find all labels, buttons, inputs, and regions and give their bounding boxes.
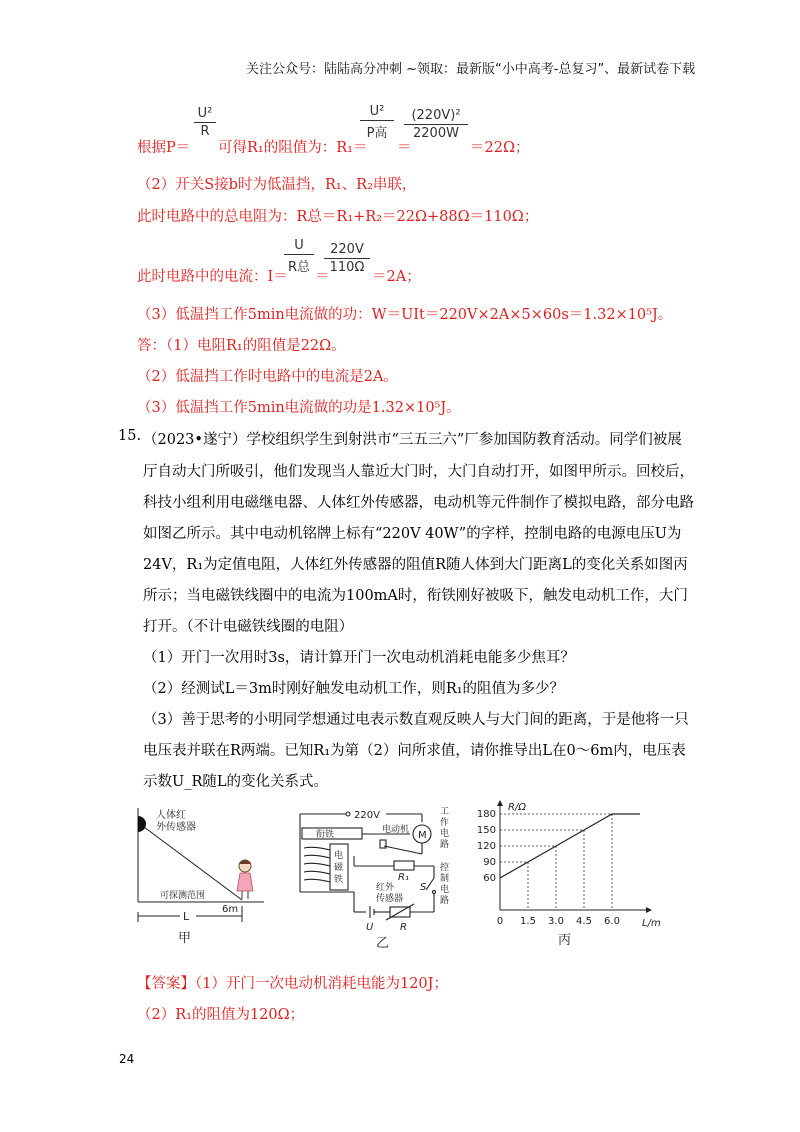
question-line-2: 厅自动大门所吸引，他们发现当人靠近大门时，大门自动打开，如图甲所示。回校后， bbox=[143, 464, 694, 480]
solution-line-1-mid: 可得R₁的阻值为：R₁＝ bbox=[218, 140, 368, 156]
sensor-label-2: 外传感器 bbox=[156, 822, 196, 833]
y-tick-label: 60 bbox=[483, 873, 496, 884]
fraction-denominator: R总 bbox=[287, 260, 311, 275]
fraction-bar bbox=[404, 124, 468, 125]
solution-line-4-result: ＝2A； bbox=[372, 269, 421, 285]
fraction-220v-over-110ohm bbox=[324, 242, 370, 275]
y-tick-label: 120 bbox=[476, 841, 496, 852]
armature-label: 衔铁 bbox=[316, 830, 335, 840]
L-label: L bbox=[183, 910, 190, 923]
control-circuit-label-4: 路 bbox=[440, 896, 450, 906]
caption-yi: 乙 bbox=[376, 936, 390, 951]
solution-line-4-prefix: 此时电路中的电流：I＝ bbox=[137, 269, 288, 285]
page-header: 关注公众号：陆陆高分冲刺 ~领取：最新版“小中高考-总复习”、最新试卷下载 bbox=[246, 62, 696, 77]
ir-sensor-label-1: 红外 bbox=[376, 883, 395, 893]
fraction-numerator: 220V bbox=[330, 242, 364, 257]
figure-jia bbox=[134, 806, 270, 946]
fraction-bar bbox=[360, 120, 394, 121]
control-circuit-label-2: 制 bbox=[440, 874, 450, 884]
caption-jia: 甲 bbox=[178, 931, 192, 946]
x-axis-arrow-icon bbox=[646, 907, 652, 913]
sensor-label-1: 人体红 bbox=[156, 810, 186, 821]
figure-bing-chart bbox=[476, 800, 661, 948]
solution-line-3: 此时电路中的总电阻为：R总＝R₁+R₂＝22Ω+88Ω＝110Ω； bbox=[137, 209, 539, 225]
question-line-1: （2023•遂宁）学校组织学生到射洪市“三五三六”厂参加国防教育活动。同学们被展 bbox=[143, 432, 682, 448]
question-line-4: 如图乙所示。其中电动机铭牌上标有“220V 40W”的字样，控制电路的电源电压U为 bbox=[143, 526, 682, 542]
fraction-220v-squared-over-2200w bbox=[404, 108, 468, 141]
solution-line-1-result: ＝22Ω； bbox=[470, 140, 530, 156]
solution-line-2: （2）开关S接b时为低温挡，R₁、R₂串联， bbox=[137, 177, 417, 193]
voltage-label: 220V bbox=[354, 810, 380, 821]
caption-bing: 丙 bbox=[558, 933, 572, 948]
sub-question-3-line-3: 示数U_R随L的变化关系式。 bbox=[143, 774, 329, 790]
question-number: 15. bbox=[118, 428, 142, 444]
control-circuit-label-3: 电 bbox=[440, 885, 450, 895]
sub-question-3-line-2: 电压表并联在R两端。已知R₁为第（2）问所求值，请你推导出L在0～6m内，电压表 bbox=[143, 743, 686, 759]
fraction-denominator: 2200W bbox=[413, 126, 459, 141]
y-axis-arrow-icon bbox=[497, 800, 503, 806]
x-axis-label: L/m bbox=[642, 918, 661, 929]
question-line-7: 打开。（不计电磁铁线圈的电阻） bbox=[143, 619, 354, 635]
question-line-5: 24V，R₁为定值电阻，人体红外传感器的阻值R随人体到大门距离L的变化关系如图丙 bbox=[143, 557, 688, 573]
fraction-u2-over-r bbox=[194, 106, 216, 139]
y-tick-label: 150 bbox=[476, 825, 496, 836]
solution-line-8: （3）低温挡工作5min电流做的功是1.32×10⁵J。 bbox=[137, 400, 461, 416]
answer-line-2: （2）R₁的阻值为120Ω； bbox=[137, 1007, 305, 1023]
motor-symbol: M bbox=[418, 830, 427, 841]
x-tick-label: 3.0 bbox=[548, 916, 564, 927]
x-tick-label: 6.0 bbox=[604, 916, 620, 927]
page-number: 24 bbox=[119, 1052, 135, 1066]
question-line-6: 所示；当电磁铁线圈中的电流为100mA时，衔铁刚好被吸下，触发电动机工作，大门 bbox=[143, 588, 688, 604]
solution-line-6: 答：（1）电阻R₁的阻值是22Ω。 bbox=[137, 338, 346, 354]
ir-sensor-label-2: 传感器 bbox=[376, 894, 404, 904]
range-label: 可探测范围 bbox=[160, 891, 206, 901]
solution-line-5: （3）低温挡工作5min电流做的功：W＝UIt＝220V×2A×5×60s＝1.32×10⁵J。 bbox=[137, 307, 673, 323]
sub-question-1: （1）开门一次用时3s，请计算开门一次电动机消耗电能多少焦耳？ bbox=[143, 650, 575, 666]
fraction-bar bbox=[194, 122, 216, 123]
question-line-3: 科技小组利用电磁继电器、人体红外传感器，电动机等元件制作了模拟电路，部分电路 bbox=[143, 495, 694, 511]
work-circuit-label-1: 工 bbox=[440, 807, 450, 817]
x-tick-label: 1.5 bbox=[520, 916, 536, 927]
answer-tag: 【答案】 bbox=[137, 976, 195, 992]
work-circuit-label-4: 路 bbox=[440, 840, 450, 850]
motor-label: 电动机 bbox=[382, 825, 410, 835]
fraction-denominator: R bbox=[200, 124, 210, 139]
fraction-u-over-r-total bbox=[284, 238, 314, 275]
fraction-denominator: 110Ω bbox=[329, 260, 365, 275]
person-figure-icon bbox=[237, 860, 253, 899]
fraction-numerator: (220V)² bbox=[411, 108, 461, 123]
distance-label: 6m bbox=[222, 904, 239, 915]
fraction-numerator: U bbox=[294, 238, 304, 253]
R1-label: R₁ bbox=[398, 872, 409, 883]
control-circuit-label-1: 控 bbox=[440, 863, 450, 873]
switch-S-label: S bbox=[420, 882, 427, 893]
fraction-denominator: P高 bbox=[366, 126, 388, 141]
work-circuit-label-2: 作 bbox=[440, 818, 450, 828]
x-tick-label: 0 bbox=[496, 916, 504, 927]
solution-line-4-eq: ＝ bbox=[315, 269, 330, 285]
y-tick-label: 90 bbox=[483, 857, 496, 868]
fraction-bar bbox=[284, 254, 314, 255]
solution-line-1-prefix: 根据P＝ bbox=[137, 140, 191, 156]
sensor-icon bbox=[138, 816, 146, 832]
sub-question-2: （2）经测试L＝3m时刚好触发电动机工作，则R₁的阻值为多少？ bbox=[143, 681, 565, 697]
U-label: U bbox=[366, 922, 374, 933]
solution-line-7: （2）低温挡工作时电路中的电流是2A。 bbox=[137, 369, 398, 385]
work-circuit-label-3: 电 bbox=[440, 829, 450, 839]
figure-yi-circuit bbox=[294, 806, 454, 951]
y-tick-label: 180 bbox=[476, 809, 496, 820]
fraction-bar bbox=[324, 258, 370, 259]
x-tick-label: 4.5 bbox=[576, 916, 592, 927]
electromagnet-label-2: 磁 bbox=[334, 863, 344, 873]
R-label: R bbox=[400, 922, 407, 933]
fraction-u2-over-p-high bbox=[360, 104, 394, 141]
y-axis-label: R/Ω bbox=[508, 802, 526, 813]
electromagnet-label-1: 电 bbox=[334, 851, 344, 861]
R1-resistor bbox=[394, 861, 414, 870]
sub-question-3-line-1: （3）善于思考的小明同学想通过电表示数直观反映人与大门间的距离，于是他将一只 bbox=[143, 712, 689, 728]
fraction-numerator: U² bbox=[197, 106, 213, 121]
answer-line-1 bbox=[137, 972, 448, 993]
fraction-numerator: U² bbox=[369, 104, 385, 119]
solution-line-1-eq: ＝ bbox=[397, 140, 412, 156]
electromagnet-label-3: 铁 bbox=[334, 875, 344, 885]
answer-1: （1）开门一次电动机消耗电能为120J； bbox=[195, 976, 448, 992]
